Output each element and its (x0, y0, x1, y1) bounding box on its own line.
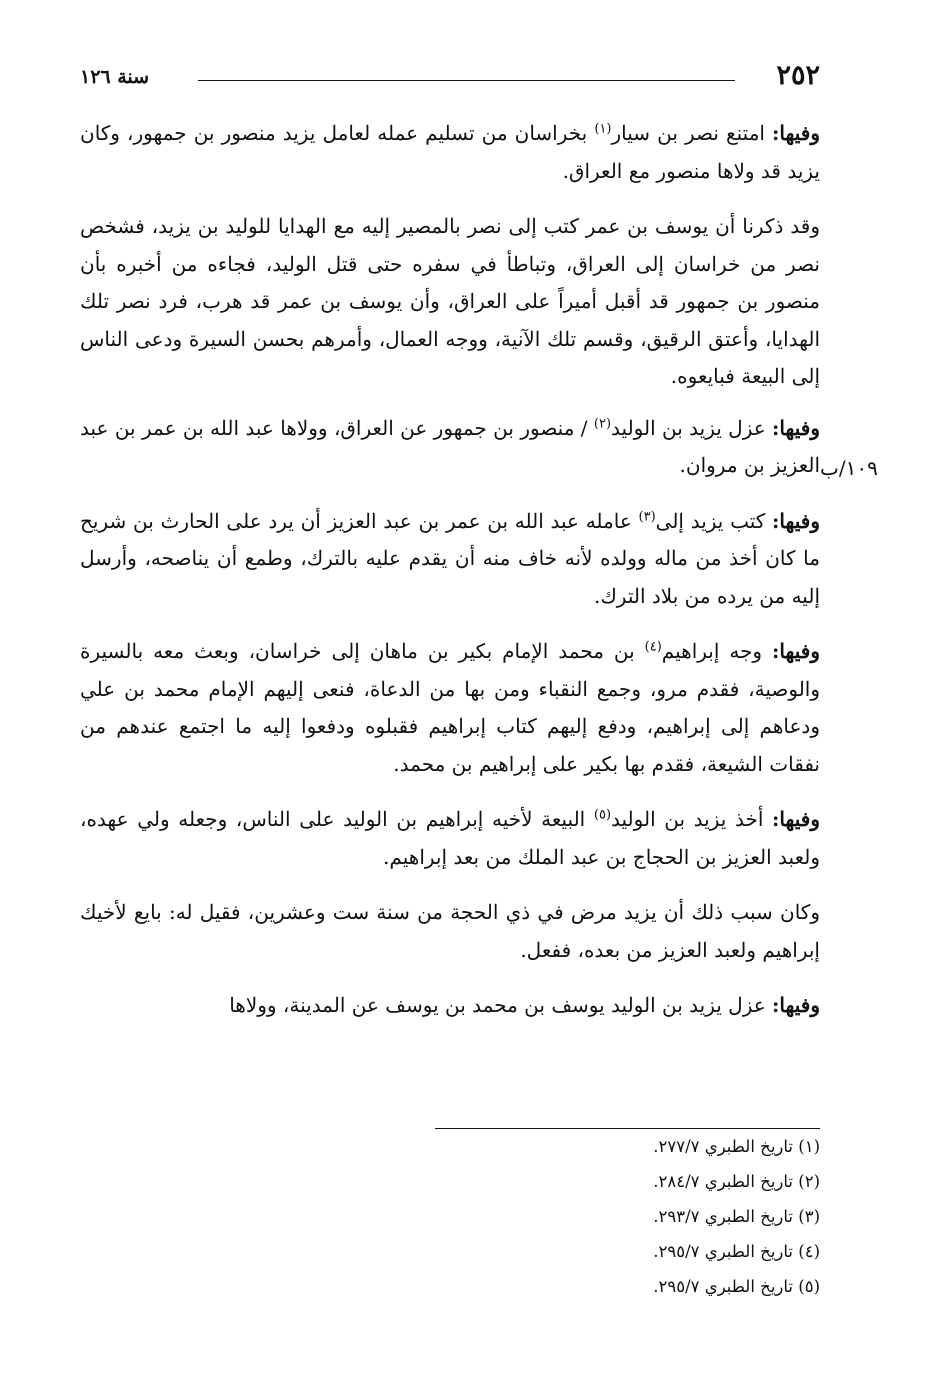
header-year: سنة ١٢٦ (80, 66, 150, 88)
paragraph-lead: وفيها: (772, 807, 820, 831)
body-text (80, 115, 820, 1043)
footnote-ref-5: (٥) (593, 807, 612, 823)
footnote-2: (٢) تاريخ الطبري ٢٨٤/٧. (653, 1172, 820, 1191)
page-number: ٢٥٢ (776, 60, 820, 91)
paragraph-text: أخذ يزيد بن الوليد (611, 807, 773, 831)
paragraph-lead: وفيها: (772, 639, 820, 663)
footnote-5: (٥) تاريخ الطبري ٢٩٥/٧. (653, 1277, 820, 1296)
footnotes (420, 1129, 820, 1304)
paragraph-text: البيعة لأخيه إبراهيم بن الوليد على الناس، وجعله ولي عهده، ولعبد العزيز بن الحجاج بن عبد الملك من بعد إبراهيم. (80, 807, 820, 869)
paragraph-6 (80, 801, 820, 876)
paragraph-text: بن محمد الإمام بكير بن ماهان إلى خراسان، وبعث معه بالسيرة والوصية، فقدم مرو، وجمع النقباء ومن بها من الدعاة، فنعى إليهم الإمام محمد بن علي ودعاهم إلى إبراهيم، ودفع إليهم كتاب إبراهيم فقبلوه ودفعوا إليه ما اجتمع عندهم من نفقات الشيعة، فقدم بها بكير على إبراهيم بن محمد. (80, 639, 820, 776)
paragraph-text: وقد ذكرنا أن يوسف بن عمر كتب إلى نصر بالمصير إليه مع الهدايا للوليد بن يزيد، فشخص نصر من خراسان إلى العراق، وتباطأ في سفره حتى قتل الوليد، فجاءه من أخبره بأن منصور بن جمهور قد أقبل أميراً على العراق، وأن يوسف بن عمر قد هرب، فرد نصر تلك الهدايا، وأعتق الرقيق، وقسم تلك الآنية، ووجه العمال، وأمرهم بحسن السيرة ودعى الناس إلى البيعة فبايعوه. (80, 214, 821, 388)
paragraph-text: عزل يزيد بن الوليد يوسف بن محمد بن يوسف عن المدينة، وولاها (229, 993, 773, 1017)
footnote-4: (٤) تاريخ الطبري ٢٩٥/٧. (653, 1242, 820, 1261)
paragraph-8 (80, 987, 820, 1025)
footnote-ref-2: (٢) (593, 415, 612, 431)
paragraph-text: عزل يزيد بن الوليد (611, 415, 773, 440)
margin-folio-marker: ١٠٩/ب (820, 456, 878, 480)
paragraph-text: امتنع نصر بن سيار (611, 121, 773, 145)
paragraph-text: بخراسان من تسليم عمله لعامل يزيد منصور بن جمهور، وكان يزيد قد ولاها منصور مع العراق. (80, 121, 820, 183)
footnote-3: (٣) تاريخ الطبري ٢٩٣/٧. (653, 1207, 820, 1226)
paragraph-7 (80, 894, 820, 969)
paragraph-1 (80, 115, 820, 190)
paragraph-text: وجه إبراهيم (661, 639, 773, 663)
paragraph-2 (80, 208, 820, 396)
footnote-1: (١) تاريخ الطبري ٢٧٧/٧. (653, 1137, 820, 1156)
header-rule (198, 80, 735, 81)
paragraph-lead: وفيها: (772, 993, 820, 1017)
running-header (80, 58, 820, 98)
paragraph-lead: وفيها: (772, 415, 820, 440)
paragraph-text: / منصور بن جمهور عن العراق، وولاها عبد الله بن عمر بن عبد العزيز بن مروان. (80, 415, 820, 477)
footnote-ref-4: (٤) (644, 639, 662, 655)
paragraph-lead: وفيها: (772, 508, 820, 533)
paragraph-text: كتب يزيد إلى (655, 508, 773, 533)
paragraph-lead: وفيها: (772, 121, 820, 145)
paragraph-text: عامله عبد الله بن عمر بن عبد العزيز أن يرد على الحارث بن شريح ما كان أخذ من ماله وولده لأنه خاف منه أن يقدم عليه بالترك، وطمع أن يناصحه، وأرسل إليه من يرده من بلاد الترك. (80, 508, 820, 608)
footnote-ref-1: (١) (594, 121, 612, 137)
paragraph-3 (80, 410, 820, 485)
paragraph-text: وكان سبب ذلك أن يزيد مرض في ذي الحجة من سنة ست وعشرين، فقيل له: بايع لأخيك إبراهيم ولعبد العزيز من بعده، ففعل. (80, 900, 820, 962)
paragraph-4 (80, 503, 820, 616)
paragraph-5 (80, 633, 820, 783)
footnote-ref-3: (٣) (638, 508, 656, 524)
